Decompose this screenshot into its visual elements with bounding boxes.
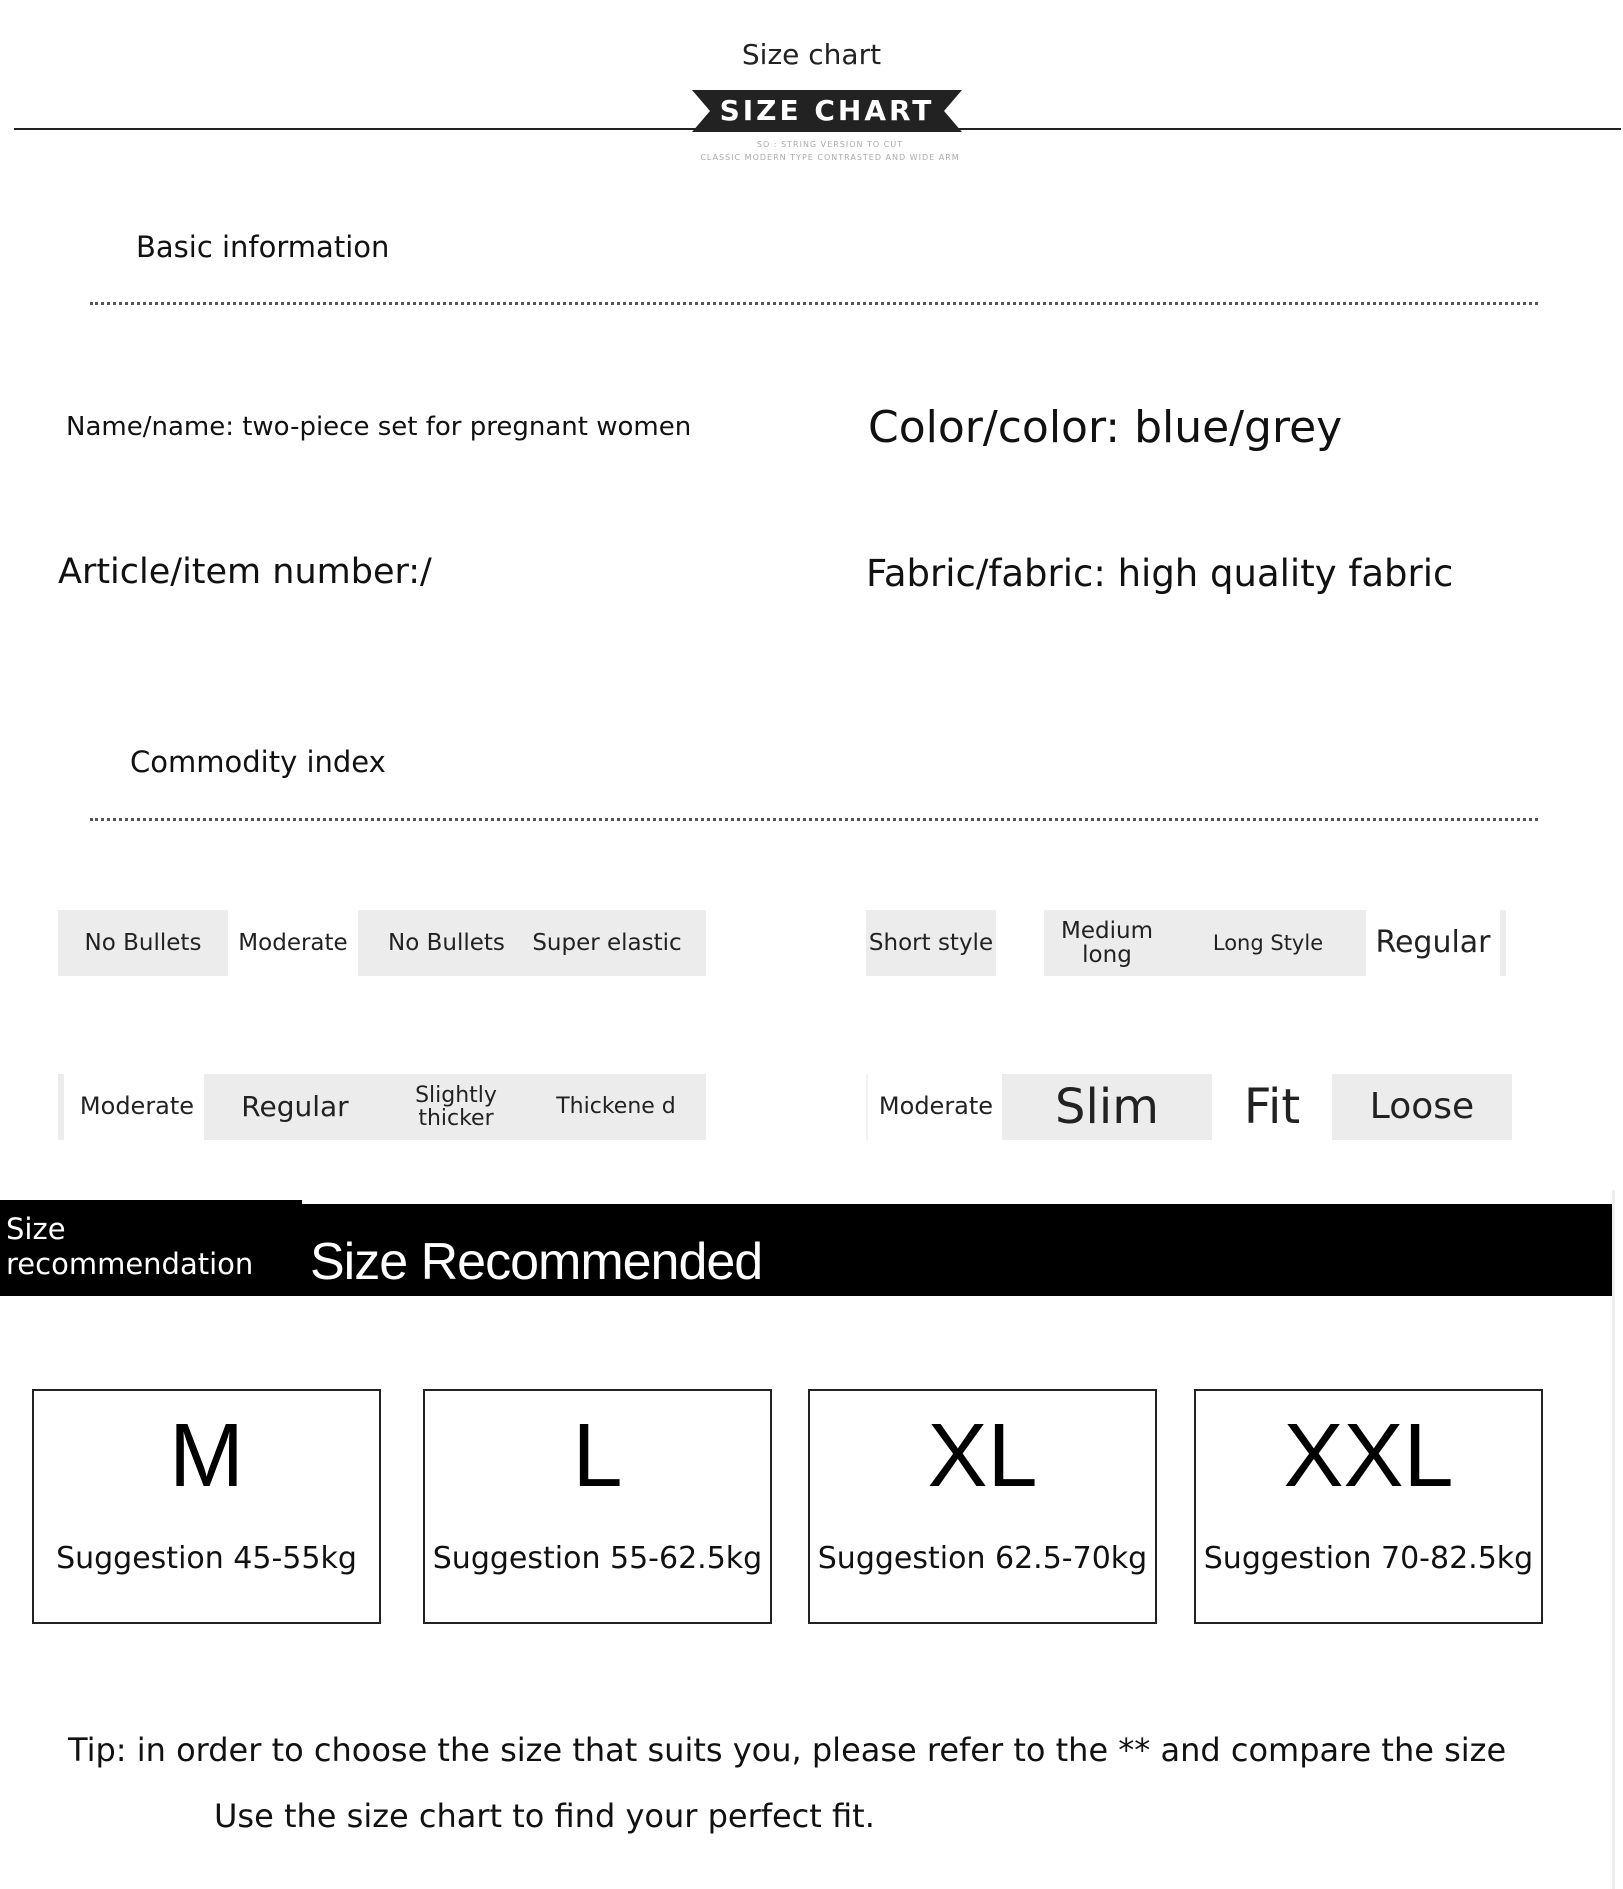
page-edge (1612, 1190, 1615, 1889)
banner-fine-print: CLASSIC MODERN TYPE CONTRASTED AND WIDE ARM (700, 153, 960, 162)
size-card-m (32, 1389, 381, 1624)
index-cell: No Bullets (58, 910, 228, 976)
info-name: Name/name: two-piece set for pregnant women (66, 412, 692, 442)
tip-text: Tip: in order to choose the size that suits you, please refer to the ** and compare the size (68, 1731, 1507, 1769)
size-suggestion: Suggestion 62.5-70kg (817, 1541, 1148, 1576)
size-card-xxl (1194, 1389, 1543, 1624)
banner-fine-print: SO : STRING VERSION TO CUT (756, 140, 904, 149)
index-cell: Regular (1366, 910, 1506, 976)
index-cell: Thickene d (526, 1074, 706, 1140)
index-cell: Long Style (1170, 910, 1366, 976)
index-cell: Fit (1243, 1078, 1301, 1135)
size-label: XL (927, 1406, 1038, 1506)
section-title-commodity-index: Commodity index (130, 745, 386, 779)
index-cell: No Bullets (358, 910, 508, 976)
index-cell: Super elastic (508, 910, 706, 976)
info-article-number: Article/item number:/ (58, 552, 432, 592)
index-cell: Moderate (58, 1074, 210, 1140)
size-label: M (169, 1406, 244, 1506)
tip-text: Use the size chart to find your perfect fit. (214, 1797, 875, 1835)
banner-label: SIZE CHART (719, 94, 935, 127)
dotted-divider (90, 302, 1538, 305)
section-title-basic-information: Basic information (136, 230, 390, 264)
size-recommendation-label: Size recommendation (6, 1212, 254, 1281)
size-card-xl (808, 1389, 1157, 1624)
size-label: XXL (1283, 1406, 1454, 1506)
index-cell: Medium long (1044, 910, 1170, 976)
info-fabric: Fabric/fabric: high quality fabric (866, 552, 1454, 595)
index-cell: Slim (1002, 1074, 1212, 1140)
size-suggestion: Suggestion 55-62.5kg (432, 1541, 763, 1576)
index-cell: Loose (1332, 1074, 1512, 1140)
index-cell: Regular (204, 1074, 386, 1140)
size-recommended-title: Size Recommended (310, 1233, 763, 1291)
dotted-divider (90, 818, 1538, 821)
page-title: Size chart (741, 38, 882, 71)
index-cell: Short style (866, 910, 996, 976)
index-cell: Moderate (238, 929, 348, 956)
size-suggestion: Suggestion 70-82.5kg (1203, 1541, 1534, 1576)
size-label: L (572, 1406, 623, 1506)
info-color: Color/color: blue/grey (868, 402, 1343, 453)
index-cell: Slightly thicker (386, 1074, 526, 1140)
index-cell: Moderate (866, 1074, 1004, 1140)
size-card-l (423, 1389, 772, 1624)
size-suggestion: Suggestion 45-55kg (56, 1541, 357, 1576)
